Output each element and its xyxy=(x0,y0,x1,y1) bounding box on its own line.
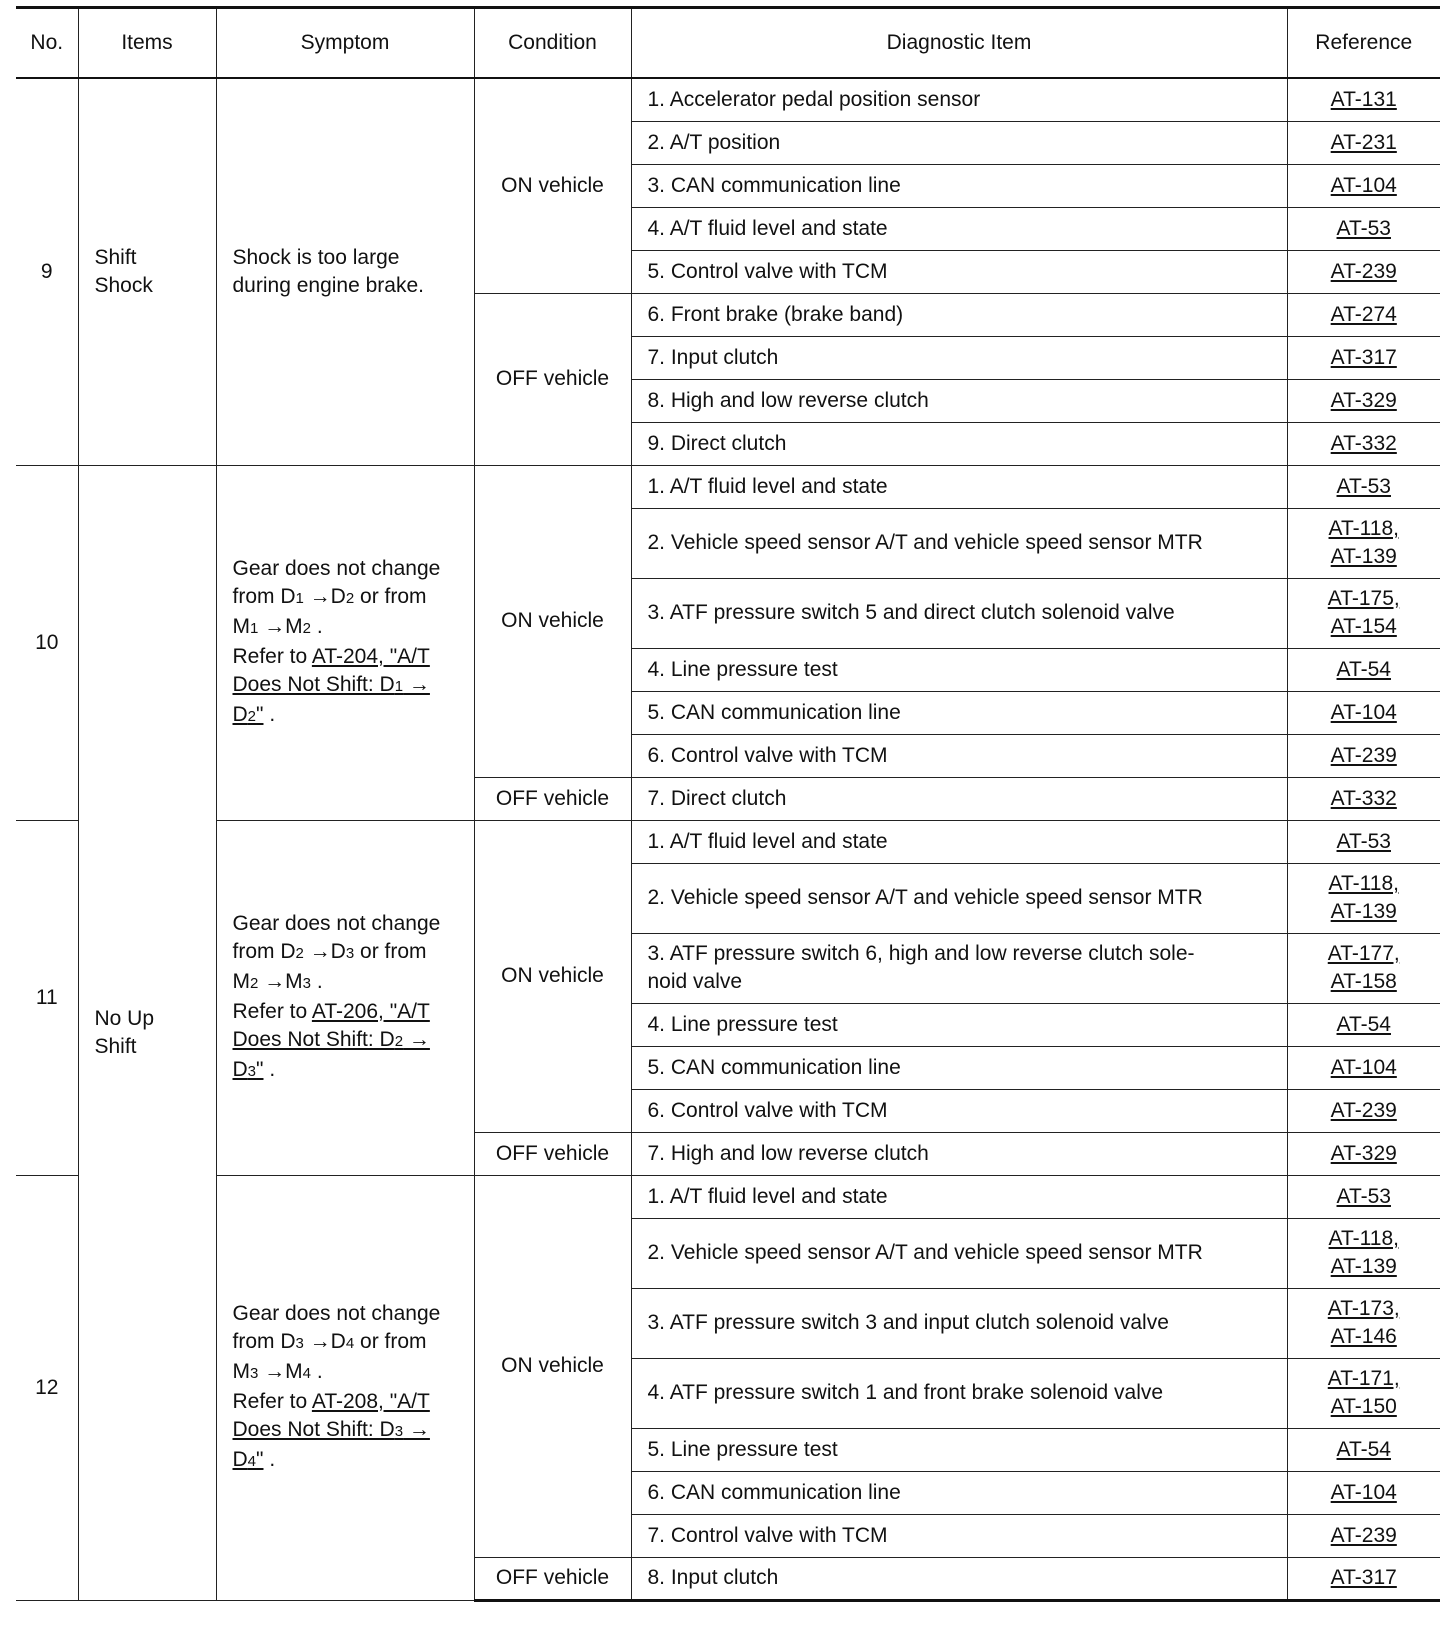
condition-on-vehicle: ON vehicle xyxy=(474,78,631,293)
condition-off-vehicle: OFF vehicle xyxy=(474,1132,631,1175)
reference-link[interactable]: AT-139 xyxy=(1330,1255,1397,1278)
refer-link[interactable]: AT-204, "A/T xyxy=(311,644,430,668)
diagnostic-item: 4. ATF pressure switch 1 and front brake solenoid valve xyxy=(631,1358,1287,1428)
symptom-line: Shock is too large xyxy=(232,245,400,269)
diagnostic-item: 8. High and low reverse clutch xyxy=(631,379,1287,422)
refer-link[interactable]: AT-206, "A/T xyxy=(311,999,430,1023)
refer-link[interactable]: D3" xyxy=(232,1057,264,1081)
reference-link[interactable]: AT-139 xyxy=(1330,545,1397,568)
row-number: 10 xyxy=(16,465,78,820)
diagnostic-item: 2. Vehicle speed sensor A/T and vehicle speed sensor MTR xyxy=(631,1218,1287,1288)
refer-link[interactable]: Does Not Shift: D1 → xyxy=(232,672,430,696)
diagnostic-item: 4. Line pressure test xyxy=(631,1003,1287,1046)
diagnostic-item: 3. ATF pressure switch 3 and input clutch solenoid valve xyxy=(631,1288,1287,1358)
diagnostic-item: 5. Line pressure test xyxy=(631,1428,1287,1471)
reference-link[interactable]: AT-173, xyxy=(1327,1297,1400,1320)
diagnostic-item: 4. A/T fluid level and state xyxy=(631,207,1287,250)
refer-link[interactable]: Does Not Shift: D3 → xyxy=(232,1417,430,1441)
reference-link[interactable]: AT-329 xyxy=(1330,1141,1397,1165)
diagnostic-line: 3. ATF pressure switch 6, high and low reverse clutch sole- xyxy=(647,942,1195,965)
item-line: Shift xyxy=(94,245,137,269)
symptom-line: Refer to AT-206, "A/T xyxy=(232,999,430,1023)
symptom-line: M2 →M3 . xyxy=(232,969,323,993)
diagnostic-item: 1. A/T fluid level and state xyxy=(631,820,1287,863)
diagnostic-item: 7. Input clutch xyxy=(631,336,1287,379)
table-row xyxy=(16,1175,1440,1218)
reference-link[interactable]: AT-104 xyxy=(1330,700,1397,724)
diagnostic-item: 6. Control valve with TCM xyxy=(631,1089,1287,1132)
header-condition: Condition xyxy=(474,8,631,79)
condition-off-vehicle: OFF vehicle xyxy=(474,293,631,465)
diagnostic-item: 7. Control valve with TCM xyxy=(631,1514,1287,1557)
diagnostic-line: noid valve xyxy=(647,970,743,993)
symptom-line xyxy=(233,671,464,701)
row-number: 12 xyxy=(16,1175,78,1600)
reference-link[interactable]: AT-175, xyxy=(1327,587,1400,610)
refer-link[interactable]: D2" xyxy=(232,702,264,726)
reference-link[interactable]: AT-332 xyxy=(1330,786,1397,810)
header-reference: Reference xyxy=(1287,8,1440,79)
header-row xyxy=(16,8,1440,79)
symptom-cell xyxy=(216,1175,474,1600)
item-shift-shock xyxy=(78,78,216,465)
reference-link[interactable]: AT-329 xyxy=(1330,388,1397,412)
symptom-line: Refer to AT-204, "A/T xyxy=(232,644,430,668)
condition-off-vehicle: OFF vehicle xyxy=(474,777,631,820)
reference-link[interactable]: AT-118, xyxy=(1328,1227,1399,1250)
diagnostic-table xyxy=(16,6,1440,1602)
symptom-line xyxy=(233,1416,464,1446)
symptom-line: from D1 →D2 or from xyxy=(232,584,427,608)
row-number: 11 xyxy=(16,820,78,1175)
condition-on-vehicle: ON vehicle xyxy=(474,1175,631,1557)
diagnostic-item xyxy=(631,933,1287,1003)
symptom-line: D4" . xyxy=(232,1447,276,1471)
diagnostic-item: 5. CAN communication line xyxy=(631,1046,1287,1089)
reference-link[interactable]: AT-118, xyxy=(1328,872,1399,895)
diagnostic-item: 7. Direct clutch xyxy=(631,777,1287,820)
header-diagnostic-item: Diagnostic Item xyxy=(631,8,1287,79)
header-items: Items xyxy=(78,8,216,79)
reference-link[interactable]: AT-177, xyxy=(1327,942,1400,965)
diagnostic-item: 7. High and low reverse clutch xyxy=(631,1132,1287,1175)
symptom-line: M3 →M4 . xyxy=(232,1359,323,1383)
condition-on-vehicle: ON vehicle xyxy=(474,465,631,777)
symptom-cell xyxy=(216,465,474,820)
header-no: No. xyxy=(16,8,78,79)
refer-link[interactable]: D4" xyxy=(232,1447,264,1471)
symptom-line: during engine brake. xyxy=(232,273,424,297)
item-line: Shock xyxy=(94,273,153,297)
reference-link[interactable]: AT-239 xyxy=(1330,743,1397,767)
reference-link[interactable]: AT-53 xyxy=(1336,474,1391,498)
diagnostic-item: 2. Vehicle speed sensor A/T and vehicle speed sensor MTR xyxy=(631,863,1287,933)
reference-link[interactable]: AT-131 xyxy=(1330,87,1397,111)
reference-link[interactable]: AT-231 xyxy=(1330,130,1397,154)
reference-link[interactable]: AT-139 xyxy=(1330,900,1397,923)
symptom-line: Gear does not change xyxy=(232,911,441,935)
diagnostic-item: 3. CAN communication line xyxy=(631,164,1287,207)
condition-on-vehicle: ON vehicle xyxy=(474,820,631,1132)
item-line: No Up xyxy=(94,1006,155,1030)
header-symptom: Symptom xyxy=(216,8,474,79)
symptom-line: Refer to AT-208, "A/T xyxy=(232,1389,430,1413)
reference-link[interactable]: AT-239 xyxy=(1330,1098,1397,1122)
reference-link[interactable]: AT-146 xyxy=(1330,1325,1397,1348)
symptom-line: D2" . xyxy=(232,702,276,726)
reference-link[interactable]: AT-118, xyxy=(1328,517,1399,540)
symptom-line: M1 →M2 . xyxy=(232,614,323,638)
row-number: 9 xyxy=(16,78,78,465)
item-no-up-shift xyxy=(78,465,216,1600)
symptom-line: D3" . xyxy=(232,1057,276,1081)
symptom-line: Gear does not change xyxy=(232,556,441,580)
reference-link[interactable]: AT-274 xyxy=(1330,302,1397,326)
reference-link[interactable]: AT-158 xyxy=(1330,970,1397,993)
reference-link[interactable]: AT-317 xyxy=(1330,345,1397,369)
refer-link[interactable]: AT-208, "A/T xyxy=(311,1389,430,1413)
reference-link[interactable]: AT-53 xyxy=(1336,1184,1391,1208)
diagnostic-item: 3. ATF pressure switch 5 and direct clutch solenoid valve xyxy=(631,578,1287,648)
diagnostic-item: 4. Line pressure test xyxy=(631,648,1287,691)
reference-link[interactable]: AT-54 xyxy=(1336,1012,1391,1036)
symptom-cell xyxy=(216,820,474,1175)
symptom-cell xyxy=(216,78,474,465)
refer-link[interactable]: Does Not Shift: D2 → xyxy=(232,1027,430,1051)
symptom-line: from D2 →D3 or from xyxy=(232,939,427,963)
reference-link[interactable]: AT-104 xyxy=(1330,1055,1397,1079)
diagnostic-item: 5. Control valve with TCM xyxy=(631,250,1287,293)
diagnostic-item: 2. Vehicle speed sensor A/T and vehicle speed sensor MTR xyxy=(631,508,1287,578)
diagnostic-item: 6. Front brake (brake band) xyxy=(631,293,1287,336)
diagnostic-item: 9. Direct clutch xyxy=(631,422,1287,465)
reference-link[interactable]: AT-332 xyxy=(1330,431,1397,455)
diagnostic-table-page xyxy=(16,6,1440,1602)
reference-link[interactable]: AT-171, xyxy=(1327,1367,1400,1390)
diagnostic-item: 1. A/T fluid level and state xyxy=(631,1175,1287,1218)
diagnostic-item: 1. Accelerator pedal position sensor xyxy=(631,78,1287,121)
reference-link[interactable]: AT-54 xyxy=(1336,1437,1391,1461)
symptom-line: from D3 →D4 or from xyxy=(232,1329,427,1353)
condition-off-vehicle: OFF vehicle xyxy=(474,1557,631,1600)
diagnostic-item: 2. A/T position xyxy=(631,121,1287,164)
reference-link[interactable]: AT-104 xyxy=(1330,1480,1397,1504)
diagnostic-item: 8. Input clutch xyxy=(631,1557,1287,1600)
item-line: Shift xyxy=(94,1034,137,1058)
diagnostic-item: 5. CAN communication line xyxy=(631,691,1287,734)
diagnostic-item: 1. A/T fluid level and state xyxy=(631,465,1287,508)
reference-link[interactable]: AT-239 xyxy=(1330,1523,1397,1547)
reference-link[interactable]: AT-239 xyxy=(1330,259,1397,283)
reference-link[interactable]: AT-54 xyxy=(1336,657,1391,681)
diagnostic-item: 6. CAN communication line xyxy=(631,1471,1287,1514)
reference-link[interactable]: AT-150 xyxy=(1330,1395,1397,1418)
diagnostic-item: 6. Control valve with TCM xyxy=(631,734,1287,777)
table-row xyxy=(16,78,1440,121)
reference-link[interactable]: AT-104 xyxy=(1330,173,1397,197)
reference-link[interactable]: AT-154 xyxy=(1330,615,1397,638)
symptom-line xyxy=(233,1026,464,1056)
reference-link[interactable]: AT-317 xyxy=(1330,1566,1397,1589)
table-row xyxy=(16,465,1440,508)
reference-link[interactable]: AT-53 xyxy=(1336,829,1391,853)
table-row xyxy=(16,820,1440,863)
reference-link[interactable]: AT-53 xyxy=(1336,216,1391,240)
symptom-line: Gear does not change xyxy=(232,1301,441,1325)
